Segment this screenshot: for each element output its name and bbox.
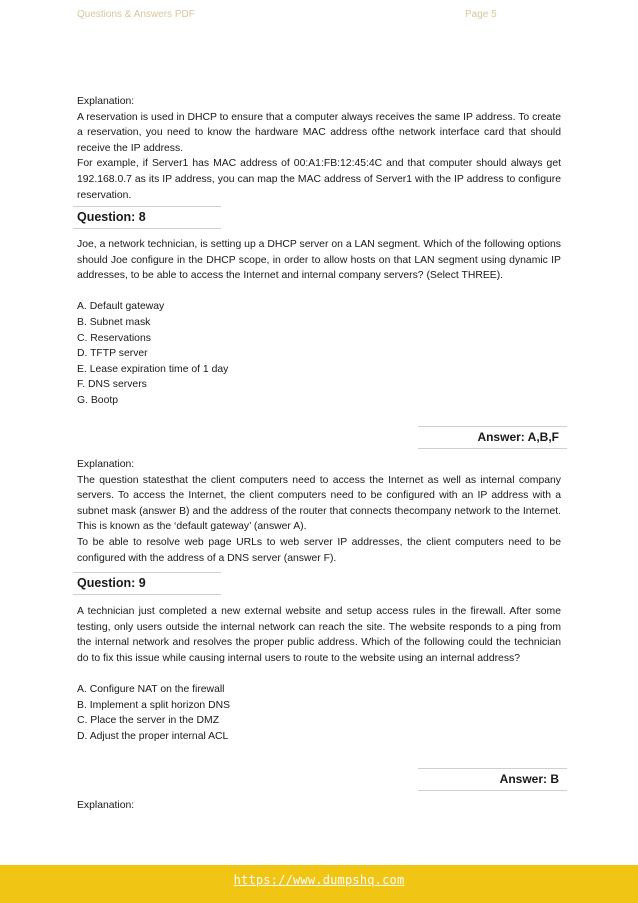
answer-option: D. TFTP server	[77, 348, 148, 360]
question-text: Joe, a network technician, is setting up a DHCP server on a LAN segment. Which of the following options should Joe configure in the DHCP scope, in order to allow hosts on that LAN segment using dynamic IP addresses, to be able to access the Internet and internal company servers? (Select THREE).	[77, 239, 561, 282]
answer-option: F. DNS servers	[77, 379, 147, 391]
answer-option: G. Bootp	[77, 394, 119, 406]
answer-option: A. Default gateway	[77, 301, 165, 313]
question-8-title: Question: 8	[73, 206, 221, 229]
question-9-options	[77, 682, 561, 744]
question-9-body	[77, 604, 561, 744]
answer-option: D. Adjust the proper internal ACL	[77, 730, 229, 742]
footer-bar	[0, 865, 638, 903]
answer-option: C. Reservations	[77, 332, 151, 344]
explanation-block-1	[77, 94, 561, 203]
explanation-paragraph: For example, if Server1 has MAC address of 00:A1:FB:12:45:4C and that computer should always get 192.168.0.7 as its IP address, you can map the MAC address of Server1 with the IP address to configure reservation.	[77, 158, 561, 201]
explanation-paragraph: The question statesthat the client computers need to access the Internet as well as internal company servers. To access the Internet, the client computers need to be configured with an IP address with a subnet mask (answer B) and the address of the router that connects thecompany network to the Internet. This is known as the ‘default gateway’ (answer A).	[77, 474, 561, 533]
question-9-answer: Answer: B	[418, 768, 567, 791]
explanation-paragraph: A reservation is used in DHCP to ensure that a computer always receives the same IP address. To create a reservation, you need to know the hardware MAC address ofthe network interface card that should receive the IP address.	[77, 111, 561, 154]
footer-link[interactable]: https://www.dumpshq.com	[233, 873, 405, 887]
question-text: A technician just completed a new external website and setup access rules in the firewall. After some testing, only users outside the internal network can reach the site. The website responds to a ping from the internal network and resolves the proper public address. Which of the following could the technician do to fix this issue while causing internal users to route to the website using an internal address?	[77, 606, 561, 664]
answer-option: C. Place the server in the DMZ	[77, 715, 220, 727]
question-8-explanation	[77, 457, 561, 566]
explanation-label: Explanation:	[77, 459, 135, 470]
question-9-title: Question: 9	[73, 572, 221, 595]
header-title: Questions & Answers PDF	[77, 9, 195, 20]
question-8-answer: Answer: A,B,F	[418, 426, 567, 449]
explanation-label: Explanation:	[77, 800, 135, 811]
page-number: Page 5	[465, 9, 497, 20]
question-8-body	[77, 237, 561, 409]
explanation-paragraph: To be able to resolve web page URLs to web server IP addresses, the client computers need to be configured with the address of a DNS server (answer F).	[77, 536, 561, 564]
question-8-options	[77, 299, 561, 408]
answer-option: A. Configure NAT on the firewall	[77, 683, 225, 695]
answer-option: E. Lease expiration time of 1 day	[77, 363, 229, 375]
explanation-label: Explanation:	[77, 96, 135, 107]
answer-option: B. Implement a split horizon DNS	[77, 699, 231, 711]
question-9-explanation	[77, 798, 561, 814]
answer-option: B. Subnet mask	[77, 316, 151, 328]
